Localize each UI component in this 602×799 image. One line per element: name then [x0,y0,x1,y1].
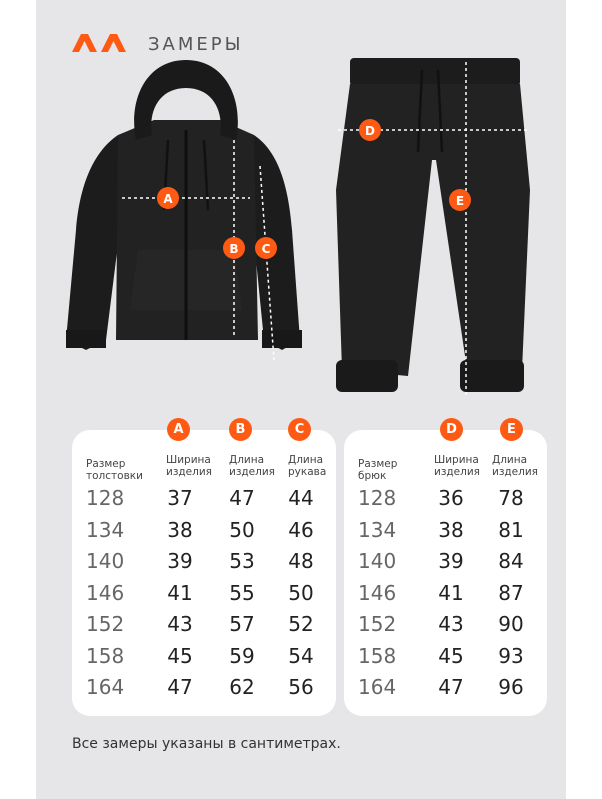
size-value: 146 [86,580,125,605]
measure-value: 50 [288,580,314,605]
measure-value: 38 [167,517,193,542]
measure-value: 37 [167,486,193,510]
measure-value: 45 [438,643,464,668]
measure-value: 52 [288,612,314,636]
measure-value: 47 [229,486,255,510]
marker-d [359,119,381,141]
measure-value: 81 [498,517,524,542]
measure-value: 47 [438,675,464,699]
badge-b: B [229,418,252,441]
size-value: 152 [358,612,397,636]
size-value: 158 [358,643,397,668]
badge-d: D [440,418,463,441]
size-value: 146 [358,580,397,605]
measure-value: 39 [438,549,464,573]
size-value: 140 [358,549,397,573]
measure-value: 41 [438,580,464,605]
size-chart-page [36,0,566,799]
measure-value: 59 [229,643,255,668]
marker-e-label: E [455,194,465,208]
measure-value: 43 [438,612,464,636]
measure-value: 62 [229,675,255,699]
page-title: ЗАМЕРЫ [148,34,244,55]
size-value: 134 [358,517,397,542]
garment-illustration [36,40,566,420]
measure-value: 96 [498,675,524,699]
measure-value: 56 [288,675,314,699]
measure-value: 39 [167,549,193,573]
measure-value: 93 [498,643,524,668]
col-head-pants-size: Размер брюк [358,458,398,482]
measure-value: 46 [288,517,314,542]
measure-value: 53 [229,549,255,573]
pants-size-table [344,422,547,716]
measure-value: 84 [498,549,524,573]
measure-value: 48 [288,549,314,573]
measure-value: 47 [167,675,193,699]
size-value: 164 [358,675,397,699]
measure-value: 38 [438,517,464,542]
measure-value: 43 [167,612,193,636]
measure-value: 54 [288,643,314,668]
col-head-b: Длина изделия [229,454,275,478]
marker-c-label: C [261,242,271,256]
hoodie-size-table [72,422,336,716]
col-head-size: Размер толстовки [86,458,143,482]
hoodie-silhouette [66,60,302,350]
col-head-c: Длина рукава [288,454,327,478]
size-value: 164 [86,675,125,699]
col-head-e: Длина изделия [492,454,538,478]
measure-value: 55 [229,580,255,605]
marker-a [157,187,179,209]
badge-a: A [167,418,190,441]
marker-a-label: A [163,192,173,206]
marker-d-label: D [365,124,375,138]
col-head-d: Ширина изделия [434,454,480,478]
size-value: 128 [86,486,125,510]
col-head-a: Ширина изделия [166,454,212,478]
measure-value: 45 [167,643,193,668]
marker-b [223,237,245,259]
badge-c: C [288,418,311,441]
size-value: 140 [86,549,125,573]
footnote: Все замеры указаны в сантиметрах. [72,736,341,752]
size-value: 134 [86,517,125,542]
measure-value: 44 [288,486,314,510]
measure-value: 78 [498,486,524,510]
size-value: 152 [86,612,125,636]
size-value: 158 [86,643,125,668]
marker-e [449,189,471,211]
pants-silhouette [336,58,530,392]
measure-value: 36 [438,486,464,510]
measure-value: 41 [167,580,193,605]
badge-e: E [500,418,523,441]
measure-value: 87 [498,580,524,605]
marker-b-label: B [229,242,239,256]
measure-value: 90 [498,612,524,636]
marker-c [255,237,277,259]
size-value: 128 [358,486,397,510]
measure-value: 57 [229,612,255,636]
measure-value: 50 [229,517,255,542]
